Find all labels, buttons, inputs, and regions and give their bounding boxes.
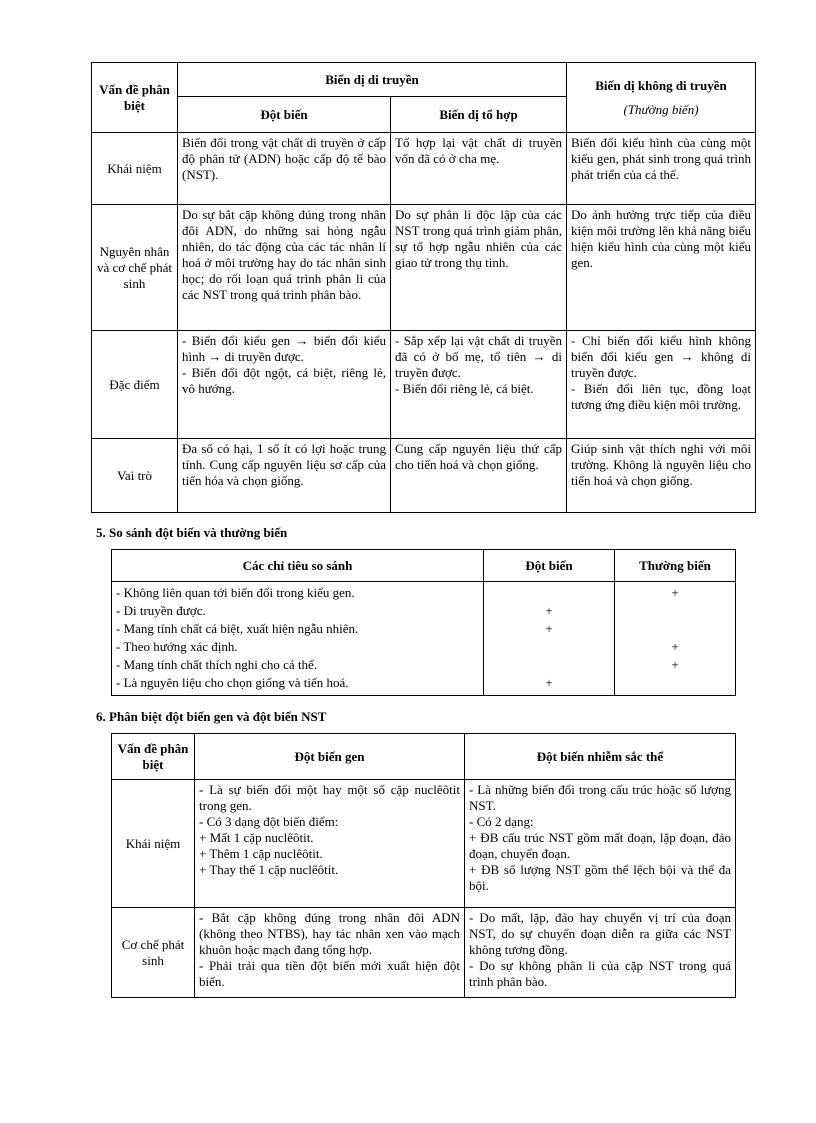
variation-comparison-table — [91, 62, 756, 513]
recombination-cell: Cung cấp nguyên liệu thứ cấp cho tiến hoá và chọn giống. — [391, 439, 567, 513]
row-label: Vai trò — [92, 439, 178, 513]
nonheritable-cell: - Chỉ biến đổi kiểu hình không biến đổi kiểu gen → không di truyền được. - Biến đổi liên tục, đồng loạt tương ứng điều kiện môi trường. — [567, 331, 756, 439]
row-label: Đặc điểm — [92, 331, 178, 439]
nonheritable-cell: Biến đổi kiểu hình của cùng một kiểu gen, phát sinh trong quá trình phát triển của cá thể. — [567, 133, 756, 205]
table-row — [112, 908, 736, 998]
mutation-marks: + + + — [484, 582, 615, 696]
table-row — [92, 205, 756, 331]
criteria-list: - Không liên quan tới biến đổi trong kiểu gen. - Di truyền được. - Mang tính chất cá biệt, xuất hiện ngẫu nhiên. - Theo hướng xác định. - Mang tính chất thích nghi cho cá thể. - Là nguyên liệu cho chọn giống và tiến hoá. — [112, 582, 484, 696]
corner-header: Vấn đề phân biệt — [112, 734, 195, 780]
section-6-title: 6. Phân biệt đột biến gen và đột biến NST — [96, 709, 327, 724]
table-row — [92, 133, 756, 205]
nonheritable-cell: Do ảnh hưởng trực tiếp của điều kiện môi trường lên khả năng biểu hiện kiểu hình của cùng một kiểu gen. — [567, 205, 756, 331]
recombination-header: Biến dị tổ hợp — [391, 97, 567, 133]
modification-marks: + + + — [615, 582, 736, 696]
mutation-cell: Đa số có hại, 1 số ít có lợi hoặc trung tính. Cung cấp nguyên liệu sơ cấp của tiến hóa và chọn giống. — [178, 439, 391, 513]
gene-mutation-header: Đột biến gen — [195, 734, 465, 780]
recombination-cell: Do sự phân li độc lập của các NST trong quá trình giảm phân, sự tổ hợp ngẫu nhiên của các giao tử trong thụ tinh. — [391, 205, 567, 331]
table-row — [92, 331, 756, 439]
mutation-cell: Do sự bắt cặp không đúng trong nhân đôi ADN, do những sai hỏng ngẫu nhiên, do tác động của các tác nhân lí hoá ở môi trường hay do tác nhân sinh học; do rối loạn quá trình phân li của các NST trong quá trình phân bào. — [178, 205, 391, 331]
nonheritable-title: Biến dị không di truyền — [595, 77, 727, 93]
nonheritable-subtitle: (Thường biến) — [623, 101, 699, 117]
chromosome-cell: - Do mất, lặp, đảo hay chuyển vị trí của đoạn NST, do sự chuyển đoạn diễn ra giữa các NST không tương đồng. - Do sự không phân li của cặp NST trong quá trình phân bào. — [465, 908, 736, 998]
row-label: Nguyên nhân và cơ chế phát sinh — [92, 205, 178, 331]
table-row — [112, 582, 736, 696]
mutation-cell: Biến đổi trong vật chất di truyền ở cấp độ phân tử (ADN) hoặc cấp độ tế bào (NST). — [178, 133, 391, 205]
criteria-header: Các chỉ tiêu so sánh — [112, 550, 484, 582]
mutation-header: Đột biến — [178, 97, 391, 133]
row-label: Khái niệm — [112, 780, 195, 908]
section-5-title: 5. So sánh đột biến và thường biến — [96, 525, 288, 540]
mutation-vs-modification-table — [111, 549, 736, 696]
mutation-header: Đột biến — [484, 550, 615, 582]
recombination-cell: - Sắp xếp lại vật chất di truyền đã có ở bố mẹ, tổ tiên → di truyền được. - Biến đổi riêng lẻ, cá biệt. — [391, 331, 567, 439]
table-row — [92, 439, 756, 513]
heritable-header: Biến dị di truyền — [178, 63, 567, 97]
nonheritable-cell: Giúp sinh vật thích nghi với môi trường. Không là nguyên liệu cho tiến hoá và chọn giống. — [567, 439, 756, 513]
corner-header: Vấn đề phân biệt — [92, 63, 178, 133]
row-label: Cơ chế phát sinh — [112, 908, 195, 998]
chromosome-cell: - Là những biến đổi trong cấu trúc hoặc số lượng NST. - Có 2 dạng: + ĐB cấu trúc NST gồm mất đoạn, lặp đoạn, đảo đoạn, chuyển đoạn. + ĐB số lượng NST gồm thể lệch bội và thể đa bội. — [465, 780, 736, 908]
row-label: Khái niệm — [92, 133, 178, 205]
recombination-cell: Tổ hợp lại vật chất di truyền vốn đã có ở cha mẹ. — [391, 133, 567, 205]
nonheritable-header — [567, 63, 756, 133]
gene-vs-chromosome-mutation-table — [111, 733, 736, 998]
modification-header: Thường biến — [615, 550, 736, 582]
chromosome-mutation-header: Đột biến nhiễm sắc thể — [465, 734, 736, 780]
mutation-cell: - Biến đổi kiểu gen → biến đổi kiểu hình → di truyền được. - Biến đổi đột ngột, cá biệt, riêng lẻ, vô hướng. — [178, 331, 391, 439]
gene-cell: - Là sự biến đổi một hay một số cặp nuclêôtit trong gen. - Có 3 dạng đột biến điểm: + Mất 1 cặp nuclêôtit. + Thêm 1 cặp nuclêôtit. + Thay thế 1 cặp nuclêôtit. — [195, 780, 465, 908]
table-row — [112, 780, 736, 908]
gene-cell: - Bắt cặp không đúng trong nhân đôi ADN (không theo NTBS), hay tác nhân xen vào mạch khuôn hoặc mạch đang tổng hợp. - Phải trải qua tiền đột biến mới xuất hiện đột biến. — [195, 908, 465, 998]
